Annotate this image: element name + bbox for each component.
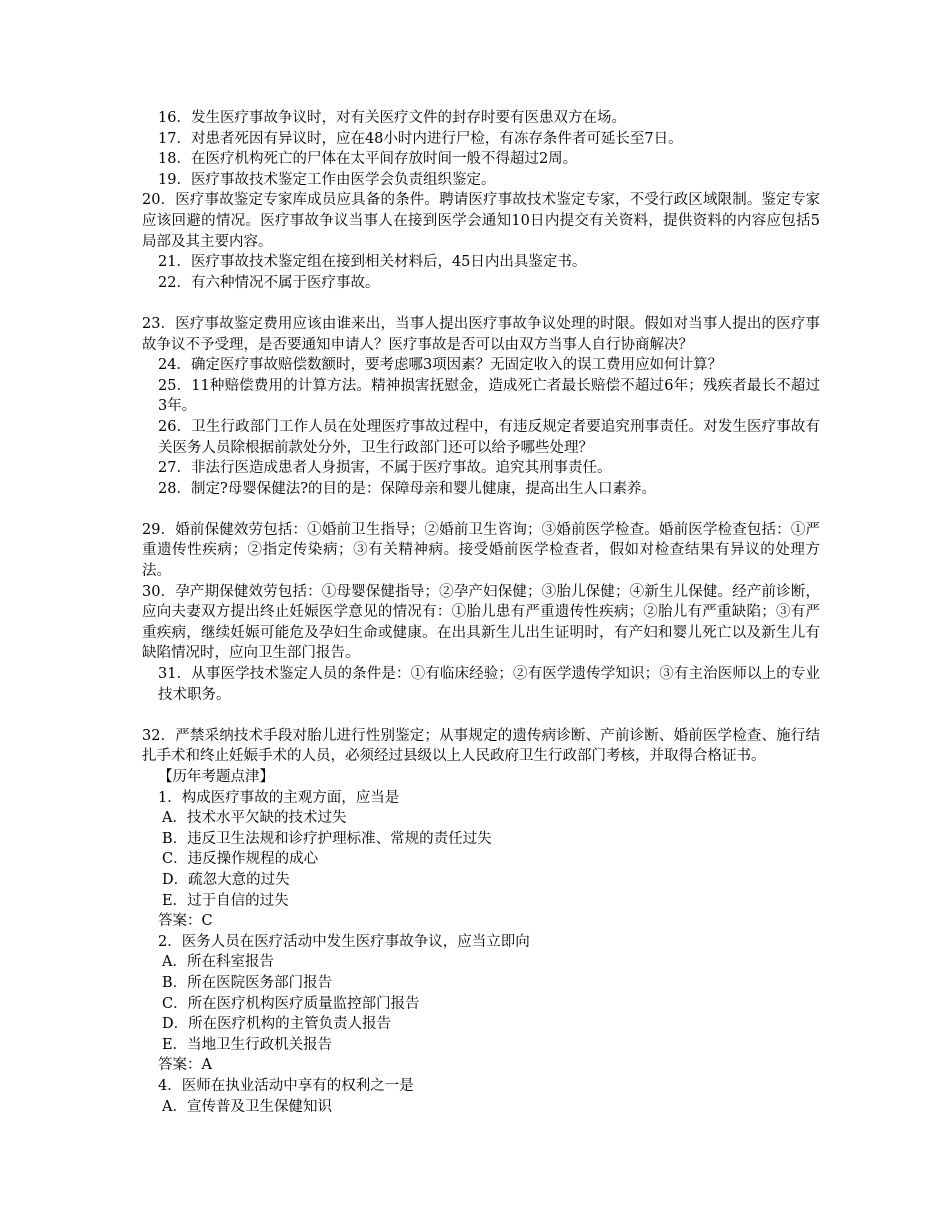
question-stem: 2．医务人员在医疗活动中发生医疗事故争议，应当立即向 xyxy=(158,933,530,950)
item-26: 26．卫生行政部门工作人员在处理医疗事故过程中，有违反规定者要追究刑事责任。对发生医疗事故有关医务人员除根据前款处分外，卫生行政部门还可以给予哪些处理？ xyxy=(158,418,820,456)
item-23: 23．医疗事故鉴定费用应该由谁来出，当事人提出医疗事故争议处理的时限。假如对当事人提出的医疗事故争议不予受理，是否要通知申请人？医疗事故是否可以由双方当事人自行协商解决？ xyxy=(142,315,820,353)
item-27: 27．非法行医造成患者人身损害，不属于医疗事故。追究其刑事责任。 xyxy=(158,460,612,477)
question-option: B．所在医院医务部门报告 xyxy=(162,974,333,991)
question-option: A．宣传普及卫生保健知识 xyxy=(162,1098,332,1115)
question-option: E．当地卫生行政机关报告 xyxy=(162,1036,333,1053)
item-22: 22．有六种情况不属于医疗事故。 xyxy=(158,274,380,291)
item-31: 31．从事医学技术鉴定人员的条件是：①有临床经验；②有医学遗传学知识；③有主治医师以上的专业技术职务。 xyxy=(158,666,820,703)
question-option: E．过于自信的过失 xyxy=(162,892,289,909)
item-19: 19．医疗事故技术鉴定工作由医学会负责组织鉴定。 xyxy=(158,171,496,188)
item-25-text: 25．11种赔偿费用的计算方法。精神损害抚慰金，造成死亡者最长赔偿不超过6年；残疾者最长不超过3年。 xyxy=(158,377,820,415)
question-stem: 1．构成医疗事故的主观方面，应当是 xyxy=(158,789,400,806)
item-24: 24．确定医疗事故赔偿数额时，要考虑哪3项因素？无固定收入的误工费用应如何计算？ xyxy=(158,357,723,374)
paragraph-gap xyxy=(142,293,820,314)
question-option: C．违反操作规程的成心 xyxy=(162,851,319,868)
paragraph-gap xyxy=(142,499,820,520)
item-32: 32．严禁采纳技术手段对胎儿进行性别鉴定；从事规定的遗传病诊断、产前诊断、婚前医学检查、施行结扎手术和终止妊娠手术的人员，必须经过县级以上人民政府卫生行政部门考核，并取得合格证书。 xyxy=(142,727,820,765)
paragraph-gap xyxy=(142,705,820,726)
question-option: A．所在科室报告 xyxy=(162,954,274,971)
question-answer: 答案：A xyxy=(158,1057,212,1074)
section-heading: 【历年考题点津】 xyxy=(158,769,274,785)
item-25 xyxy=(142,376,820,417)
question-stem: 4．医师在执业活动中享有的权利之一是 xyxy=(158,1077,414,1094)
question-option: B．违反卫生法规和诊疗护理标准、常规的责任过失 xyxy=(162,830,492,847)
item-30: 30．孕产期保健效劳包括：①母婴保健指导；②孕产妇保健；③胎儿保健；④新生儿保健。经产前诊断，应向夫妻双方提出终止妊娠医学意见的情况有：①胎儿患有严重遗传性疾病；②胎儿有严重缺陷；③有严重疾病，继续妊娠可能危及孕妇生命或健康。在出具新生儿出生证明时，有产妇和婴儿死亡以及新生儿有缺陷情况时，应向卫生部门报告。 xyxy=(142,583,820,662)
item-21: 21．医疗事故技术鉴定组在接到相关材料后，45日内出具鉴定书。 xyxy=(158,254,587,271)
item-20: 20．医疗事故鉴定专家库成员应具备的条件。聘请医疗事故技术鉴定专家，不受行政区域限制。鉴定专家应该回避的情况。医疗事故争议当事人在接到医学会通知10日内提交有关资料，提供资料的内容应包括5局部及其主要内容。 xyxy=(142,192,820,250)
question-option: D．所在医疗机构的主管负责人报告 xyxy=(162,1016,392,1033)
item-29: 29．婚前保健效劳包括：①婚前卫生指导；②婚前卫生咨询；③婚前医学检查。婚前医学检查包括：①严重遗传性疾病；②指定传染病；③有关精神病。接受婚前医学检查者，假如对检查结果有异议的处理方法。 xyxy=(142,521,820,580)
question-option: A．技术水平欠缺的技术过失 xyxy=(162,810,347,827)
item-16: 16．发生医疗事故争议时，对有关医疗文件的封存时要有医患双方在场。 xyxy=(158,110,626,126)
question-option: C．所在医疗机构医疗质量监控部门报告 xyxy=(162,995,420,1012)
question-answer: 答案：C xyxy=(158,913,213,930)
item-28: 28．制定?母婴保健法?的目的是：保障母亲和婴儿健康，提高出生人口素养。 xyxy=(158,480,656,497)
question-option: D．疏忽大意的过失 xyxy=(162,871,290,888)
item-18: 18．在医疗机构死亡的尸体在太平间存放时间一般不得超过2周。 xyxy=(158,151,578,168)
item-17: 17．对患者死因有异议时，应在48小时内进行尸检，有冻存条件者可延长至7日。 xyxy=(158,130,683,147)
